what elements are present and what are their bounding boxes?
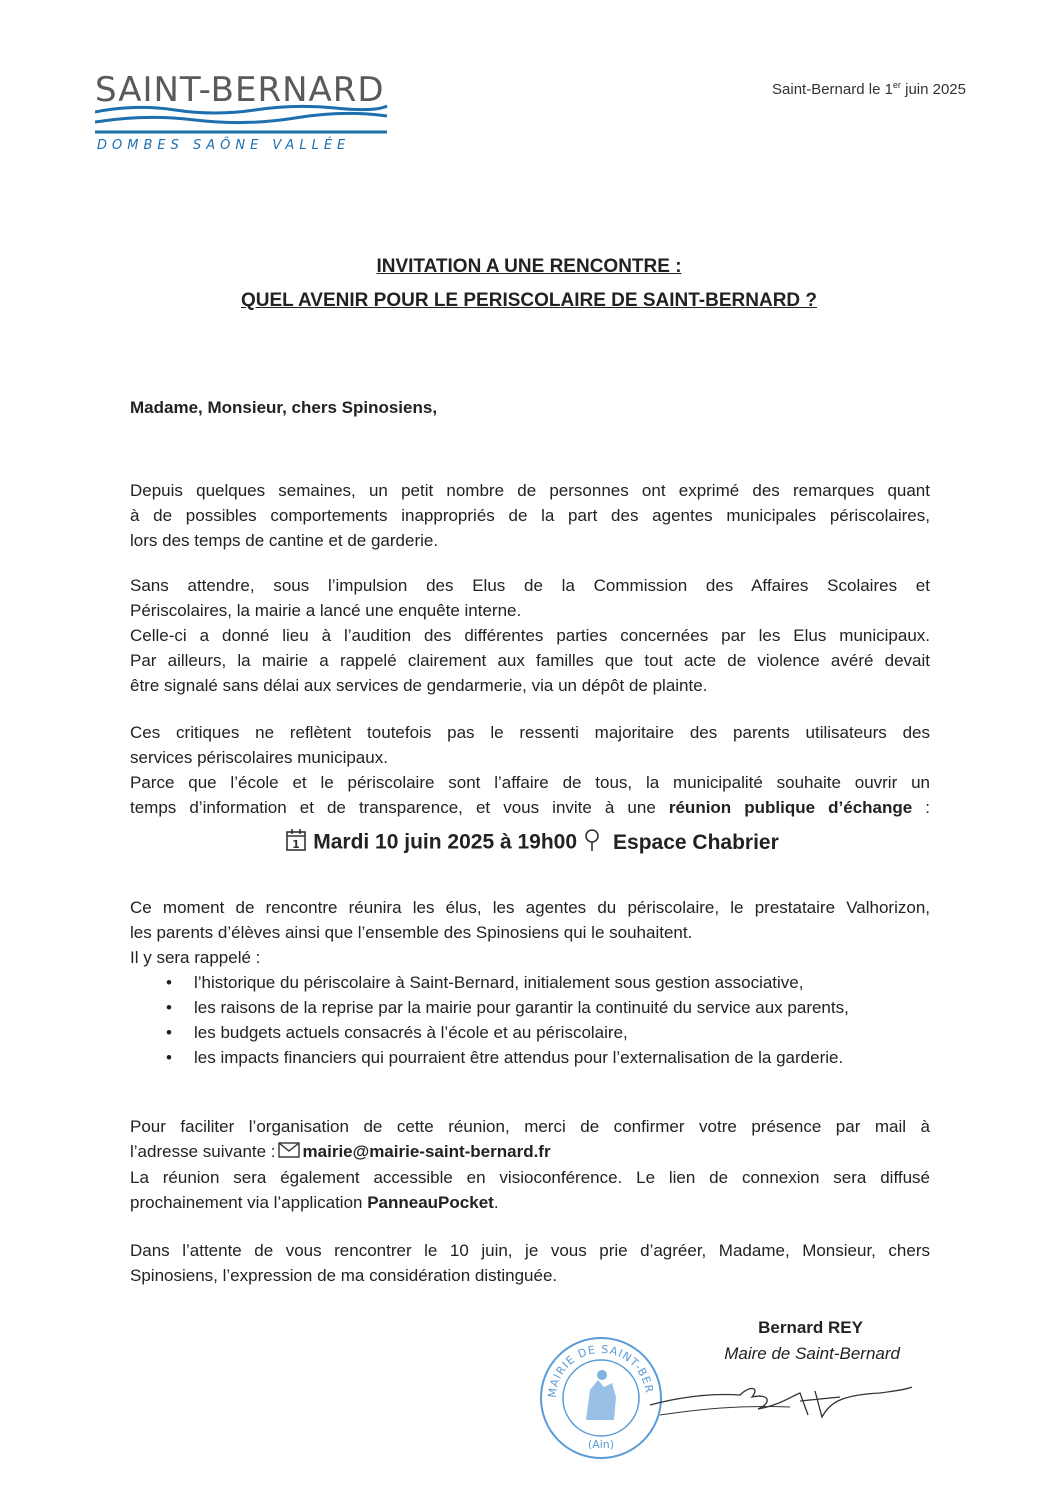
logo: [95, 70, 395, 165]
svg-text:1: 1: [292, 838, 301, 851]
meeting-type: réunion publique d’échange: [668, 798, 913, 817]
list-item: • l’historique du périscolaire à Saint-Bernard, initialement sous gestion associative,: [130, 970, 930, 995]
text-line: à de possibles comportements inappropriés de la part des agentes municipales périscolaires,: [130, 506, 930, 525]
text-line: Celle-ci a donné lieu à l’audition des différentes parties concernées par les Elus municipaux.: [130, 626, 930, 645]
text-line: être signalé sans délai aux services de gendarmerie, via un dépôt de plainte.: [130, 676, 708, 695]
text-line: temps d’information et de transparence, et vous invite à une réunion publique d’échange :: [130, 798, 931, 817]
event-date: Mardi 10 juin 2025 à 19h00: [313, 830, 578, 854]
letter-date: Saint-Bernard le 1er juin 2025: [772, 80, 966, 98]
paragraph-4: [130, 895, 930, 1070]
event-line: [0, 828, 1058, 858]
text-line: Périscolaires, la mairie a lancé une enquête interne.: [130, 601, 522, 620]
paragraph-2: [130, 573, 930, 698]
calendar-icon: [285, 828, 307, 858]
text-line: Parce que l’école et le périscolaire sont l’affaire de tous, la municipalité souhaite ouvrir un: [130, 773, 930, 792]
salutation: Madame, Monsieur, chers Spinosiens,: [130, 398, 438, 417]
signatory-role: Maire de Saint-Bernard: [724, 1344, 900, 1363]
paragraph-1: [130, 478, 930, 553]
text-line: Ces critiques ne reflètent toutefois pas le ressenti majoritaire des parents utilisateurs des: [130, 723, 930, 742]
logo-tagline: DOMBES SAÔNE VALLÉE: [97, 138, 351, 153]
text-line: Depuis quelques semaines, un petit nombre de personnes ont exprimé des remarques quant: [130, 481, 930, 500]
text-line: services périscolaires municipaux.: [130, 748, 388, 767]
text-line: les parents d’élèves ainsi que l’ensemble des Spinosiens qui le souhaitent.: [130, 923, 693, 942]
text-line: l’adresse suivante : mairie@mairie-saint-bernard.fr: [130, 1139, 930, 1165]
paragraph-3: [130, 720, 930, 820]
text-line: Sans attendre, sous l’impulsion des Elus de la Commission des Affaires Scolaires et: [130, 576, 930, 595]
app-name: PanneauPocket: [367, 1193, 494, 1213]
event-location: Espace Chabrier: [613, 830, 779, 854]
svg-text:MAIRIE DE SAINT-BERNARD: MAIRIE DE SAINT-BER: [545, 1342, 656, 1399]
topics-list: [130, 970, 930, 1070]
text-line: Dans l’attente de vous rencontrer le 10 juin, je vous prie d’agréer, Madame, Monsieur, chers: [130, 1241, 930, 1260]
logo-waves: [95, 102, 390, 142]
paragraph-6: [130, 1238, 930, 1288]
email-link[interactable]: mairie@mairie-saint-bernard.fr: [302, 1142, 551, 1161]
logo-name: SAINT-BERNARD: [95, 70, 385, 110]
text-line: Spinosiens, l’expression de ma considération distinguée.: [130, 1266, 558, 1285]
text-line: prochainement via l’application PanneauPocket.: [130, 1193, 499, 1213]
text-line: Pour faciliter l’organisation de cette réunion, merci de confirmer votre présence par mail à: [130, 1117, 930, 1136]
paragraph-5: [130, 1114, 930, 1215]
email-icon: [278, 1140, 300, 1165]
text-line: lors des temps de cantine et de garderie.: [130, 531, 439, 550]
text-line: Par ailleurs, la mairie a rappelé clairement aux familles que tout acte de violence avéré devait: [130, 651, 930, 670]
text-line: La réunion sera également accessible en visioconférence. Le lien de connexion sera diffusé: [130, 1168, 930, 1188]
text-line: Ce moment de rencontre réunira les élus, les agentes du périscolaire, le prestataire Valhorizon,: [130, 898, 930, 917]
list-item: • les raisons de la reprise par la mairie pour garantir la continuité du service aux parents,: [130, 995, 930, 1020]
text-line: Il y sera rappelé :: [130, 948, 261, 967]
title-line-1: INVITATION A UNE RENCONTRE :: [376, 256, 682, 277]
svg-text:(Ain): (Ain): [587, 1438, 615, 1451]
list-item: • les budgets actuels consacrés à l’école et au périscolaire,: [130, 1020, 930, 1045]
title-line-2: QUEL AVENIR POUR LE PERISCOLAIRE DE SAINT-BERNARD ?: [240, 290, 818, 311]
signatory-name: Bernard REY: [758, 1318, 863, 1337]
list-item: • les impacts financiers qui pourraient être attendus pour l’externalisation de la garderie.: [130, 1045, 930, 1070]
handwritten-signature: [640, 1375, 920, 1425]
map-pin-icon: [583, 828, 601, 858]
